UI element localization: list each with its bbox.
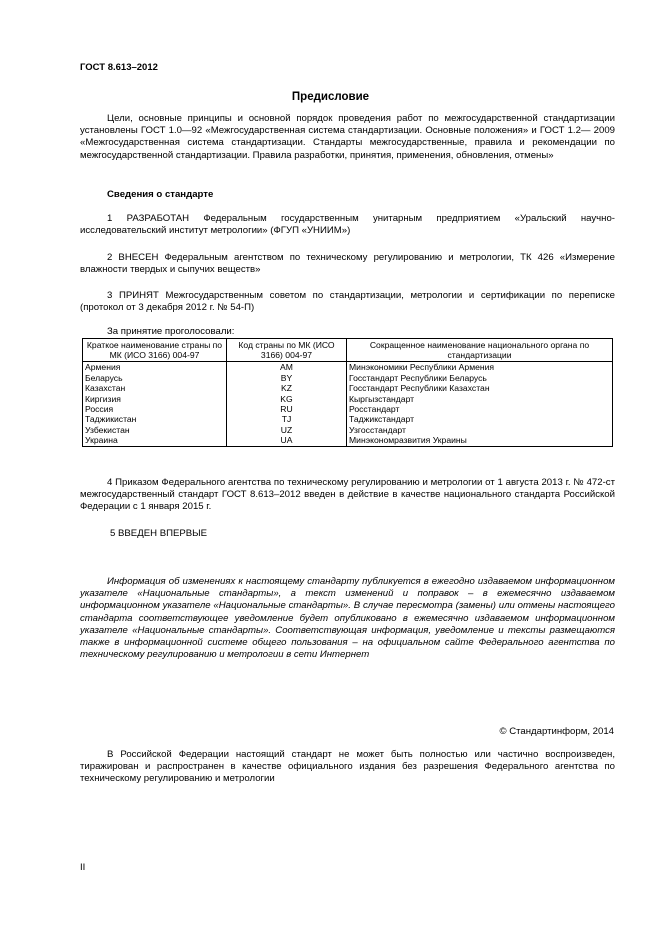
- item-first-time: 5 ВВЕДЕН ВПЕРВЫЕ: [110, 528, 208, 539]
- vote-table: [82, 338, 613, 447]
- table-row: [83, 435, 613, 446]
- country-cell: Таджикистан: [83, 414, 227, 424]
- code-cell: RU: [227, 404, 347, 414]
- country-cell: Казахстан: [83, 383, 227, 393]
- country-cell: Беларусь: [83, 373, 227, 383]
- copyright-line: © Стандартинформ, 2014: [499, 726, 614, 737]
- code-cell: KG: [227, 394, 347, 404]
- country-cell: Армения: [83, 362, 227, 373]
- restriction-paragraph: В Российской Федерации настоящий стандарт не может быть полностью или частично воспроизведен, тиражирован и распространен в качестве официального издания без разрешения Федерального агентства по техническому регулированию и метрологии: [80, 749, 615, 785]
- code-cell: AM: [227, 362, 347, 373]
- code-cell: UZ: [227, 425, 347, 435]
- code-cell: BY: [227, 373, 347, 383]
- body-cell: Узгосстандарт: [347, 425, 613, 435]
- table-row: [83, 383, 613, 393]
- table-row: [83, 394, 613, 404]
- header-code: Код страны по МК (ИСО 3166) 004-97: [227, 339, 347, 362]
- vote-table-header-row: [83, 339, 613, 362]
- body-cell: Таджикстандарт: [347, 414, 613, 424]
- body-cell: Росстандарт: [347, 404, 613, 414]
- body-cell: Кыргызстандарт: [347, 394, 613, 404]
- country-cell: Киргизия: [83, 394, 227, 404]
- item-introduced: 2 ВНЕСЕН Федеральным агентством по техническому регулированию и метрологии, ТК 426 «Измерение влажности твердых и сыпучих веществ»: [80, 252, 615, 276]
- code-cell: UA: [227, 435, 347, 446]
- page-number: II: [80, 862, 86, 873]
- document-id: ГОСТ 8.613–2012: [80, 62, 158, 73]
- item-developed: 1 РАЗРАБОТАН Федеральным государственным унитарным предприятием «Уральский научно-исследовательский институт метрологии» (ФГУП «УНИИМ»): [80, 213, 615, 237]
- country-cell: Украина: [83, 435, 227, 446]
- table-row: [83, 404, 613, 414]
- header-country: Краткое наименование страны по МК (ИСО 3166) 004-97: [83, 339, 227, 362]
- item-adopted: 3 ПРИНЯТ Межгосударственным советом по стандартизации, метрологии и сертификации по переписке (протокол от 3 декабря 2012 г. № 54-П): [80, 290, 615, 314]
- code-cell: TJ: [227, 414, 347, 424]
- item-order: 4 Приказом Федерального агентства по техническому регулированию и метрологии от 1 августа 2013 г. № 472-ст межгосударственный стандарт ГОСТ 8.613–2012 введен в действие в качестве национального стандарта Российской Федерации с 1 января 2015 г.: [80, 477, 615, 513]
- code-cell: KZ: [227, 383, 347, 393]
- changes-notice: Информация об изменениях к настоящему стандарту публикуется в ежегодно издаваемом информационном указателе «Национальные стандарты», а текст изменений и поправок – в ежемесячно издаваемом информационном указателе «Национальные стандарты». В случае пересмотра (замены) или отмены настоящего стандарта соответствующее уведомление будет опубликовано в ежемесячно издаваемом информационном указателе «Национальные стандарты». Соответствующая информация, уведомление и тексты размещаются также в информационной системе общего пользования – на официальном сайте Федерального агентства по техническому регулированию и метрологии в сети Интернет: [80, 576, 615, 661]
- table-row: [83, 362, 613, 373]
- country-cell: Россия: [83, 404, 227, 414]
- header-body: Сокращенное наименование национального органа по стандартизации: [347, 339, 613, 362]
- body-cell: Госстандарт Республики Казахстан: [347, 383, 613, 393]
- body-cell: Минэкономразвития Украины: [347, 435, 613, 446]
- table-row: [83, 373, 613, 383]
- info-heading: Сведения о стандарте: [107, 189, 214, 200]
- vote-table-caption: За принятие проголосовали:: [107, 326, 235, 337]
- body-cell: Госстандарт Республики Беларусь: [347, 373, 613, 383]
- table-row: [83, 425, 613, 435]
- body-cell: Минэкономики Республики Армения: [347, 362, 613, 373]
- table-row: [83, 414, 613, 424]
- intro-paragraph: Цели, основные принципы и основной порядок проведения работ по межгосударственной стандартизации установлены ГОСТ 1.0—92 «Межгосударственная система стандартизации. Основные положения» и ГОСТ 1.2— 2009 «Межгосударственная система стандартизации. Стандарты межгосударственные, правила и рекомендации по межгосударственной стандартизации. Правила разработки, принятия, применения, обновления, отмены»: [80, 113, 615, 161]
- country-cell: Узбекистан: [83, 425, 227, 435]
- page-title: Предисловие: [291, 91, 370, 103]
